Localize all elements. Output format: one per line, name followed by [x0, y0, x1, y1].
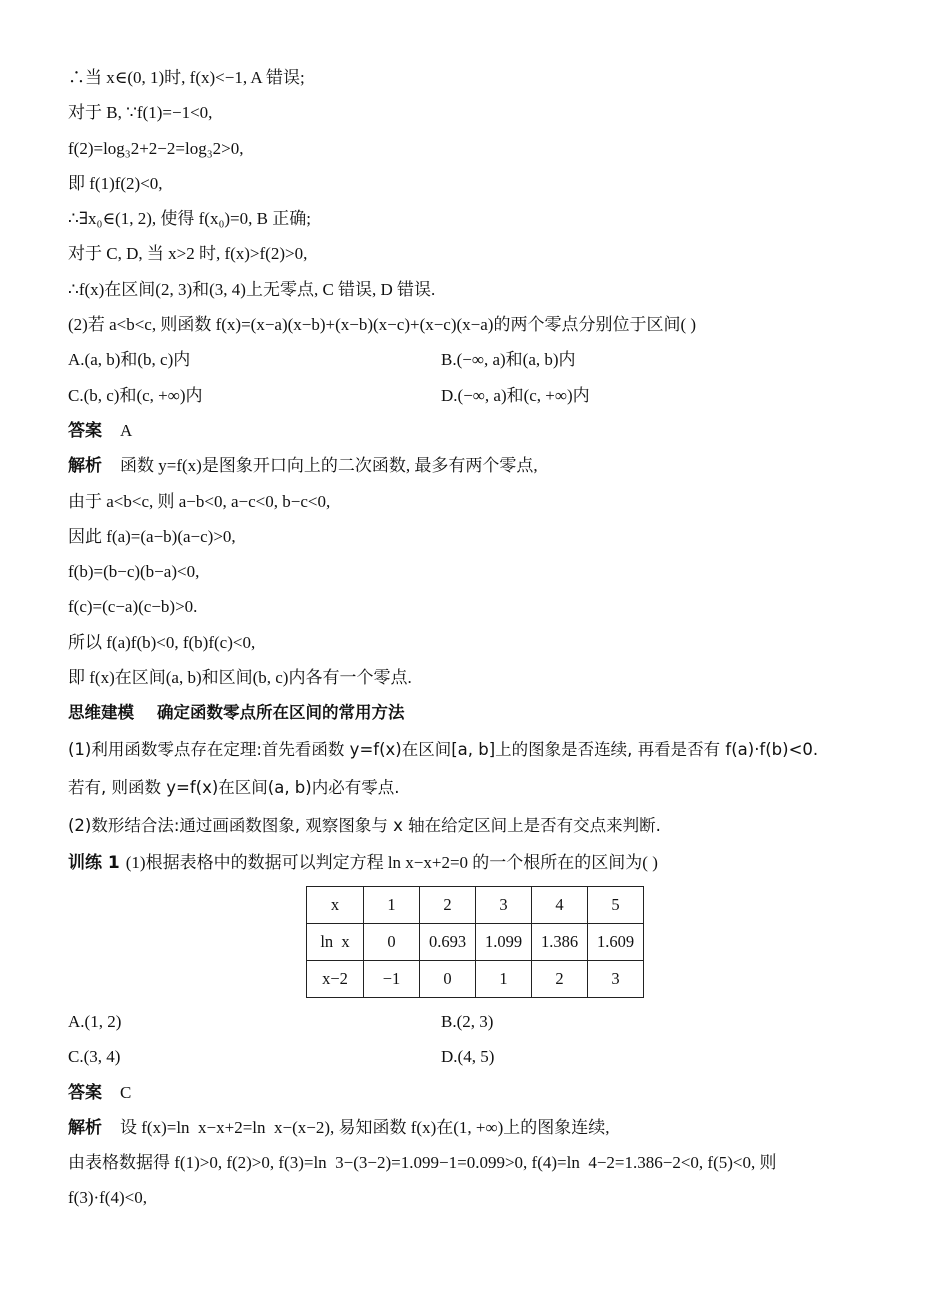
q2-options-row-2	[68, 378, 898, 413]
option-c: C.(b, c)和(c, +∞)内	[68, 385, 203, 405]
table-cell: 2	[532, 960, 588, 997]
training-text: (1)根据表格中的数据可以判定方程 ln x−x+2=0 的一个根所在的区间为( )	[125, 852, 658, 872]
text-line: 所以 f(a)f(b)<0, f(b)f(c)<0,	[68, 632, 256, 652]
table-cell: 1.099	[476, 923, 532, 960]
t-options-row-2	[68, 1039, 898, 1074]
text-line: 对于 C, D, 当 x>2 时, f(x)>f(2)>0,	[68, 244, 308, 264]
training-label: 训练 1	[68, 852, 120, 873]
option-b: B.(−∞, a)和(a, b)内	[441, 350, 576, 370]
table-cell: −1	[364, 960, 420, 997]
document-page	[68, 60, 898, 1216]
t-options-row-1	[68, 1004, 898, 1039]
table-cell: 1.609	[588, 923, 644, 960]
table-cell: 1	[476, 960, 532, 997]
model-line: (1)利用函数零点存在定理:首先看函数 y=f(x)在区间[a, b]上的图象是否连续, 再看是否有 f(a)·f(b)<0.	[68, 739, 819, 759]
option-b: B.(2, 3)	[441, 1011, 494, 1031]
answer-value: C	[120, 1082, 132, 1102]
text-line: 因此 f(a)=(a−b)(a−c)>0,	[68, 526, 236, 546]
table-cell: 3	[476, 886, 532, 923]
text-line: 由于 a<b<c, 则 a−b<0, a−c<0, b−c<0,	[68, 491, 331, 511]
answer-label: 答案	[68, 1082, 102, 1103]
table-cell: 1	[364, 886, 420, 923]
model-title: 思维建模 确定函数零点所在区间的常用方法	[68, 703, 405, 723]
text-line: f(b)=(b−c)(b−a)<0,	[68, 562, 200, 582]
text-line: 由表格数据得 f(1)>0, f(2)>0, f(3)=ln 3−(3−2)=1.099−1=0.099>0, f(4)=ln 4−2=1.386−2<0, f(5)<0, 则	[68, 1153, 777, 1173]
analysis-label: 解析	[68, 456, 102, 477]
answer-label: 答案	[68, 420, 102, 441]
text-line: ∴∃x₀∈(1, 2), 使得 f(x₀)=0, B 正确;	[68, 209, 311, 229]
answer-value: A	[120, 420, 133, 440]
training-question	[68, 845, 898, 880]
text-line: f(c)=(c−a)(c−b)>0.	[68, 597, 198, 617]
option-c: C.(3, 4)	[68, 1047, 121, 1067]
q2-analysis	[68, 448, 898, 483]
table-wrapper	[68, 886, 898, 1004]
table-cell: 0	[420, 960, 476, 997]
table-cell: 5	[588, 886, 644, 923]
table-cell: x	[307, 886, 364, 923]
text-line: f(3)·f(4)<0,	[68, 1188, 147, 1208]
table-cell: 0	[364, 923, 420, 960]
q2-options-row-1	[68, 342, 898, 377]
text-line: ∴f(x)在区间(2, 3)和(3, 4)上无零点, C 错误, D 错误.	[68, 279, 436, 299]
table-cell: 0.693	[420, 923, 476, 960]
text-line: ∴当 x∈(0, 1)时, f(x)<−1, A 错误;	[68, 68, 305, 87]
text-line: 对于 B, ∵f(1)=−1<0,	[68, 103, 213, 123]
table-cell: x−2	[307, 960, 364, 997]
analysis-label: 解析	[68, 1117, 102, 1138]
table-row	[307, 923, 644, 960]
option-a: A.(a, b)和(b, c)内	[68, 350, 191, 370]
table-cell: 4	[532, 886, 588, 923]
option-a: A.(1, 2)	[68, 1011, 122, 1031]
q2-answer	[68, 413, 898, 448]
text-line: f(2)=log₃2+2−2=log₃2>0,	[68, 138, 244, 158]
option-d: D.(4, 5)	[441, 1047, 495, 1067]
text-line: 即 f(1)f(2)<0,	[68, 173, 163, 193]
data-table	[306, 886, 644, 998]
text-line: 即 f(x)在区间(a, b)和区间(b, c)内各有一个零点.	[68, 668, 412, 688]
table-row	[307, 960, 644, 997]
t-analysis	[68, 1110, 898, 1145]
table-row	[307, 886, 644, 923]
t-answer	[68, 1075, 898, 1110]
table-cell: 3	[588, 960, 644, 997]
table-cell: 1.386	[532, 923, 588, 960]
option-d: D.(−∞, a)和(c, +∞)内	[441, 385, 590, 405]
table-cell: ln x	[307, 923, 364, 960]
model-line: 若有, 则函数 y=f(x)在区间(a, b)内必有零点.	[68, 777, 400, 797]
table-cell: 2	[420, 886, 476, 923]
question-2: (2)若 a<b<c, 则函数 f(x)=(x−a)(x−b)+(x−b)(x−c)+(x−c)(x−a)的两个零点分别位于区间( )	[68, 315, 697, 335]
analysis-text: 设 f(x)=ln x−x+2=ln x−(x−2), 易知函数 f(x)在(1, +∞)上的图象连续,	[120, 1117, 610, 1137]
analysis-text: 函数 y=f(x)是图象开口向上的二次函数, 最多有两个零点,	[120, 456, 538, 476]
model-line: (2)数形结合法:通过画函数图象, 观察图象与 x 轴在给定区间上是否有交点来判断.	[68, 815, 661, 835]
